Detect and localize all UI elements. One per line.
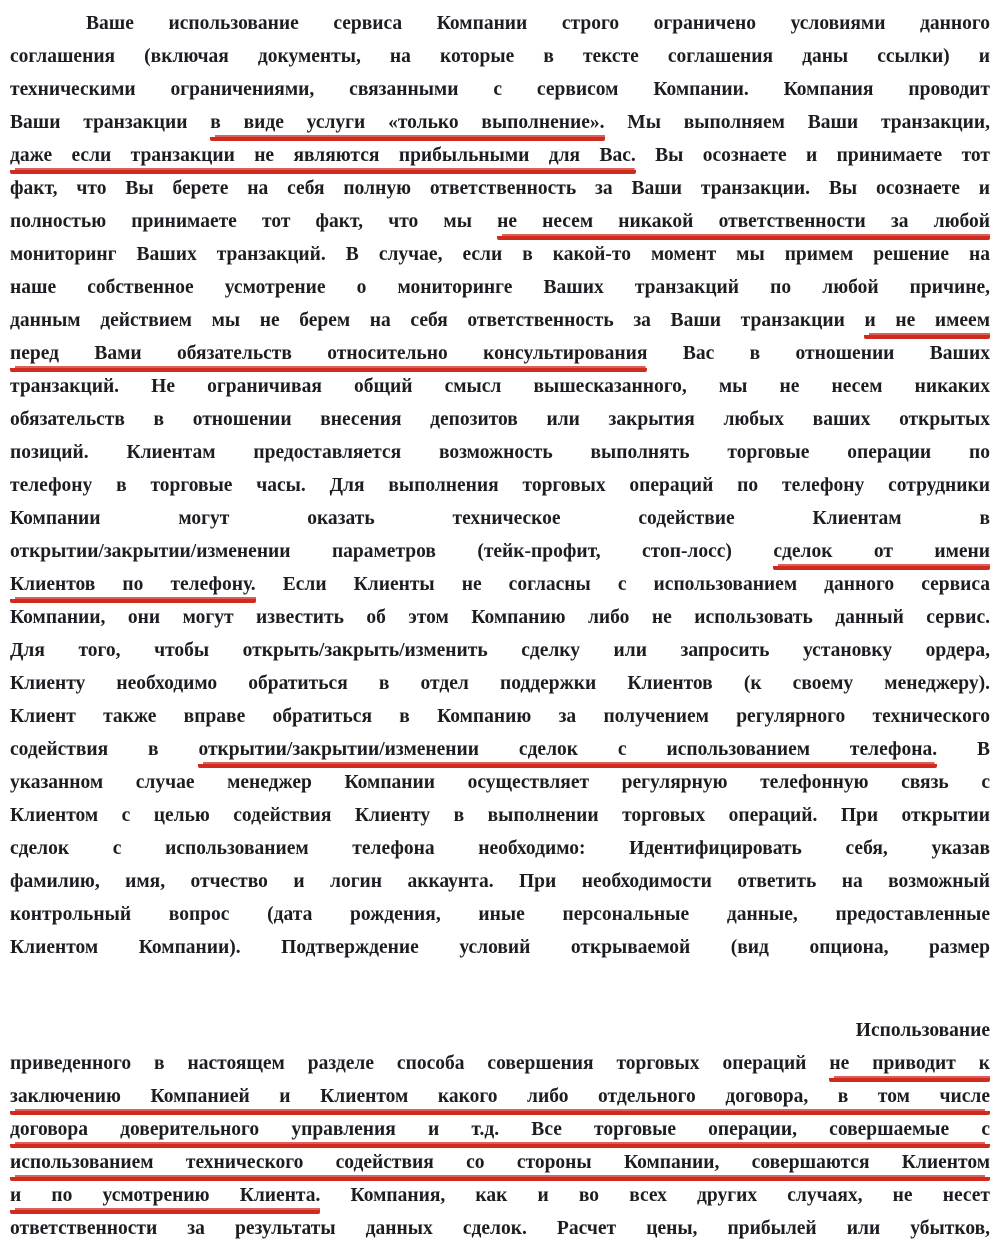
text-segment: полностью принимаете тот факт, что мы [10, 211, 498, 232]
text-line [10, 337, 990, 370]
text-line [10, 865, 990, 898]
text-line [10, 898, 990, 931]
text-segment: обязательств в отношении внесения депозитов или закрытия любых ваших открытых [10, 409, 990, 430]
text-segment: транзакций. Не ограничивая общий смысл вышесказанного, мы не несем никаких [10, 376, 990, 397]
text-line [10, 469, 990, 502]
text-line [10, 535, 990, 568]
red-underlined-text: заключению Компанией и Клиентом какого либо отдельного договора, в том числе [10, 1086, 990, 1115]
document-body [10, 7, 990, 1243]
text-line [10, 799, 990, 832]
text-segment: ответственности за результаты данных сделок. Расчет цены, прибылей или убытков, [10, 1218, 990, 1239]
text-line [10, 403, 990, 436]
text-line [10, 1212, 990, 1243]
red-underlined-text: и не имеем [864, 310, 990, 339]
text-line [10, 634, 990, 667]
red-underlined-text: в виде услуги «только выполнение». [210, 112, 604, 141]
text-segment: Компании, они могут известить об этом Компанию либо не использовать данный сервис. [10, 607, 990, 628]
text-segment: контрольный вопрос (дата рождения, иные персональные данные, предоставленные [10, 904, 990, 925]
text-segment: содействия в [10, 739, 199, 760]
text-line [10, 667, 990, 700]
red-underlined-text: не несем никакой ответственности за любой [497, 211, 990, 240]
text-segment: техническими ограничениями, связанными с сервисом Компании. Компания проводит [10, 79, 990, 100]
text-line [10, 205, 990, 238]
text-line [10, 568, 990, 601]
text-line [10, 139, 990, 172]
text-segment: мониторинг Ваших транзакций. В случае, если в какой-то момент мы примем решение на [10, 244, 990, 265]
red-underlined-text: даже если транзакции не являются прибыльными для Вас. [10, 145, 636, 174]
text-line [10, 1113, 990, 1146]
red-underlined-text: договора доверительного управления и т.д. Все торговые операции, совершаемые с [10, 1119, 990, 1148]
text-segment: фамилию, имя, отчество и логин аккаунта. При необходимости ответить на возможный [10, 871, 990, 892]
text-segment: Использование [855, 1020, 990, 1041]
text-line [10, 733, 990, 766]
text-line [10, 700, 990, 733]
text-segment: Клиент также вправе обратиться в Компанию за получением регулярного технического [10, 706, 990, 727]
red-underlined-text: открытии/закрытии/изменении сделок с использованием телефона. [198, 739, 937, 768]
text-segment: данным действием мы не берем на себя ответственность за Ваши транзакции [10, 310, 865, 331]
text-segment: В [937, 739, 990, 760]
text-line [10, 40, 990, 73]
text-line [10, 370, 990, 403]
text-segment: Мы выполняем Ваши транзакции, [604, 112, 991, 133]
text-line [10, 502, 990, 535]
text-line [10, 106, 990, 139]
text-segment: Клиентом с целью содействия Клиенту в выполнении торговых операций. При открытии [10, 805, 990, 826]
text-line [10, 1080, 990, 1113]
text-line [10, 766, 990, 799]
text-segment: Для того, чтобы открыть/закрыть/изменить сделку или запросить установку ордера, [10, 640, 990, 661]
text-segment: Вы осознаете и принимаете тот [635, 145, 990, 166]
text-segment: Компании могут оказать техническое содействие Клиентам в [10, 508, 990, 529]
text-segment: указанном случае менеджер Компании осуществляет регулярную телефонную связь с [10, 772, 990, 793]
text-line [10, 1146, 990, 1179]
text-segment: телефону в торговые часы. Для выполнения торговых операций по телефону сотрудники [10, 475, 990, 496]
text-line [10, 1047, 990, 1080]
text-line [10, 238, 990, 271]
text-line [10, 73, 990, 106]
text-segment: Клиентом Компании). Подтверждение условий открываемой (вид опциона, размер [10, 937, 990, 958]
text-segment: сделок с использованием телефона необходимо: Идентифицировать себя, указав [10, 838, 990, 859]
text-segment: открытии/закрытии/изменении параметров (тейк-профит, стоп-лосс) [10, 541, 774, 562]
text-line [10, 304, 990, 337]
text-line [10, 601, 990, 634]
text-segment: факт, что Вы берете на себя полную ответственность за Ваши транзакции. Вы осознаете и [10, 178, 990, 199]
text-line [10, 1179, 990, 1212]
text-line [10, 931, 990, 964]
text-line [10, 832, 990, 865]
text-segment: приведенного в настоящем разделе способа совершения торговых операций [10, 1053, 830, 1074]
text-segment: позиций. Клиентам предоставляется возможность выполнять торговые операции по [10, 442, 990, 463]
text-segment: соглашения (включая документы, на которые в тексте соглашения даны ссылки) и [10, 46, 990, 67]
text-line [10, 172, 990, 205]
red-underlined-text: использованием технического содействия со стороны Компании, совершаются Клиентом [10, 1152, 990, 1181]
text-segment: Компания, как и во всех других случаях, не несет [320, 1185, 990, 1206]
text-line [10, 436, 990, 469]
red-underlined-text: сделок от имени [773, 541, 990, 570]
red-underlined-text: и по усмотрению Клиента. [10, 1185, 320, 1214]
text-segment: Клиенту необходимо обратиться в отдел поддержки Клиентов (к своему менеджеру). [10, 673, 990, 694]
red-underlined-text: не приводит к [829, 1053, 990, 1082]
text-line [10, 1014, 990, 1047]
text-line [10, 271, 990, 304]
text-segment: наше собственное усмотрение о мониторинге Ваших транзакций по любой причине, [10, 277, 990, 298]
red-underlined-text: перед Вами обязательств относительно консультирования [10, 343, 647, 372]
text-line [10, 7, 990, 40]
text-segment: Ваше использование сервиса Компании строго ограничено условиями данного [86, 13, 990, 34]
text-segment: Ваши транзакции [10, 112, 211, 133]
text-segment: Вас в отношении Ваших [647, 343, 991, 364]
text-segment: Если Клиенты не согласны с использованием данного сервиса [255, 574, 990, 595]
red-underlined-text: Клиентов по телефону. [10, 574, 256, 603]
